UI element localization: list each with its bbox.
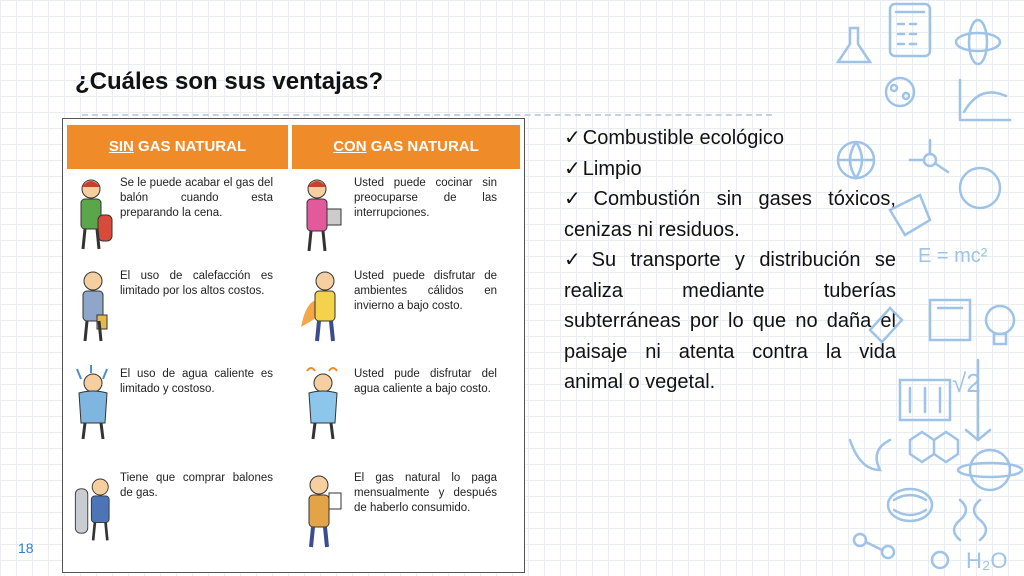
rocket-icon <box>890 195 930 235</box>
bacteria-icon <box>886 78 914 106</box>
row-1-con-text: Usted puede cocinar sin preocuparse de las interrupciones. <box>354 177 497 219</box>
checkmark-icon: ✓ <box>564 249 590 271</box>
row-4-sin-text: Tiene que comprar balones de gas. <box>120 472 273 499</box>
comparison-image-table <box>62 118 525 573</box>
man-cold-shower-figure <box>71 363 117 443</box>
row-2-sin-text: El uso de calefacción es limitado por los altos costos. <box>120 270 273 297</box>
man-cold-figure <box>71 267 117 347</box>
man-hot-shower-figure <box>299 363 345 443</box>
atom-icon <box>956 33 1000 51</box>
header-sin-rest: GAS NATURAL <box>133 138 247 155</box>
advantage-item: ✓ Su transporte y distribución se realiza mediante tuberías subterráneas por lo que no daña el paisaje ni atenta contra la vida animal o vegetal. <box>564 249 896 393</box>
book-icon <box>930 300 970 340</box>
row-4-con-text: El gas natural lo paga mensualmente y después de haberlo consumido. <box>354 472 497 514</box>
row-3-con-text: Usted pude disfrutar del agua caliente a bajo costo. <box>354 368 497 395</box>
man-paying-bill-figure <box>299 471 345 551</box>
molecule-small-icon <box>854 534 866 546</box>
magnet-icon <box>850 440 890 470</box>
abacus-icon <box>900 380 950 420</box>
sqrt2-formula: √2 <box>952 368 981 398</box>
man-warm-figure <box>299 267 345 347</box>
woman-empty-gas-figure <box>71 175 117 255</box>
header-con-gas-natural <box>292 125 520 169</box>
emc2-formula: E = mc² <box>918 245 988 267</box>
row-2-con-text: Usted puede disfrutar de ambientes cálidos en invierno a bajo costo. <box>354 270 497 312</box>
header-con-rest: GAS NATURAL <box>366 138 479 155</box>
header-sin-keyword: SIN <box>108 138 134 155</box>
bulb-small-icon <box>932 552 948 568</box>
molecule-icon <box>924 154 936 166</box>
title-divider <box>82 114 772 116</box>
row-1-sin-text: Se le puede acabar el gas del balón cuando esta preparando la cena. <box>120 177 273 219</box>
row-3-sin-text: El uso de agua caliente es limitado y costoso. <box>120 368 273 395</box>
checkmark-icon: ✓ <box>564 188 592 210</box>
graph-icon <box>960 80 1010 120</box>
hexagon-molecule-icon <box>910 432 958 462</box>
advantage-item: ✓ Combustión sin gases tóxicos, cenizas ni residuos. <box>564 188 896 241</box>
planet-globe-icon <box>960 168 1000 208</box>
test-tube-icon <box>870 308 902 342</box>
science-doodles-decoration <box>830 0 1024 576</box>
flask-icon <box>838 28 870 62</box>
h2o-formula: H₂O <box>966 548 1008 573</box>
checkmark-icon: ✓ <box>564 157 581 180</box>
header-sin-gas-natural <box>67 125 288 169</box>
header-con-keyword: CON <box>333 138 367 155</box>
slide-title: ¿Cuáles son sus ventajas? <box>75 68 384 95</box>
saturn-icon <box>970 450 1010 490</box>
dna-icon <box>954 500 986 540</box>
lightbulb-icon <box>986 306 1014 334</box>
advantage-item: ✓ Limpio <box>564 157 642 180</box>
man-gas-cylinder-figure <box>71 471 117 551</box>
page-number: 18 <box>18 540 34 556</box>
checkmark-icon: ✓ <box>564 127 581 149</box>
advantage-item: ✓ Combustible ecológico <box>564 127 784 149</box>
woman-cooking-figure <box>299 175 345 255</box>
